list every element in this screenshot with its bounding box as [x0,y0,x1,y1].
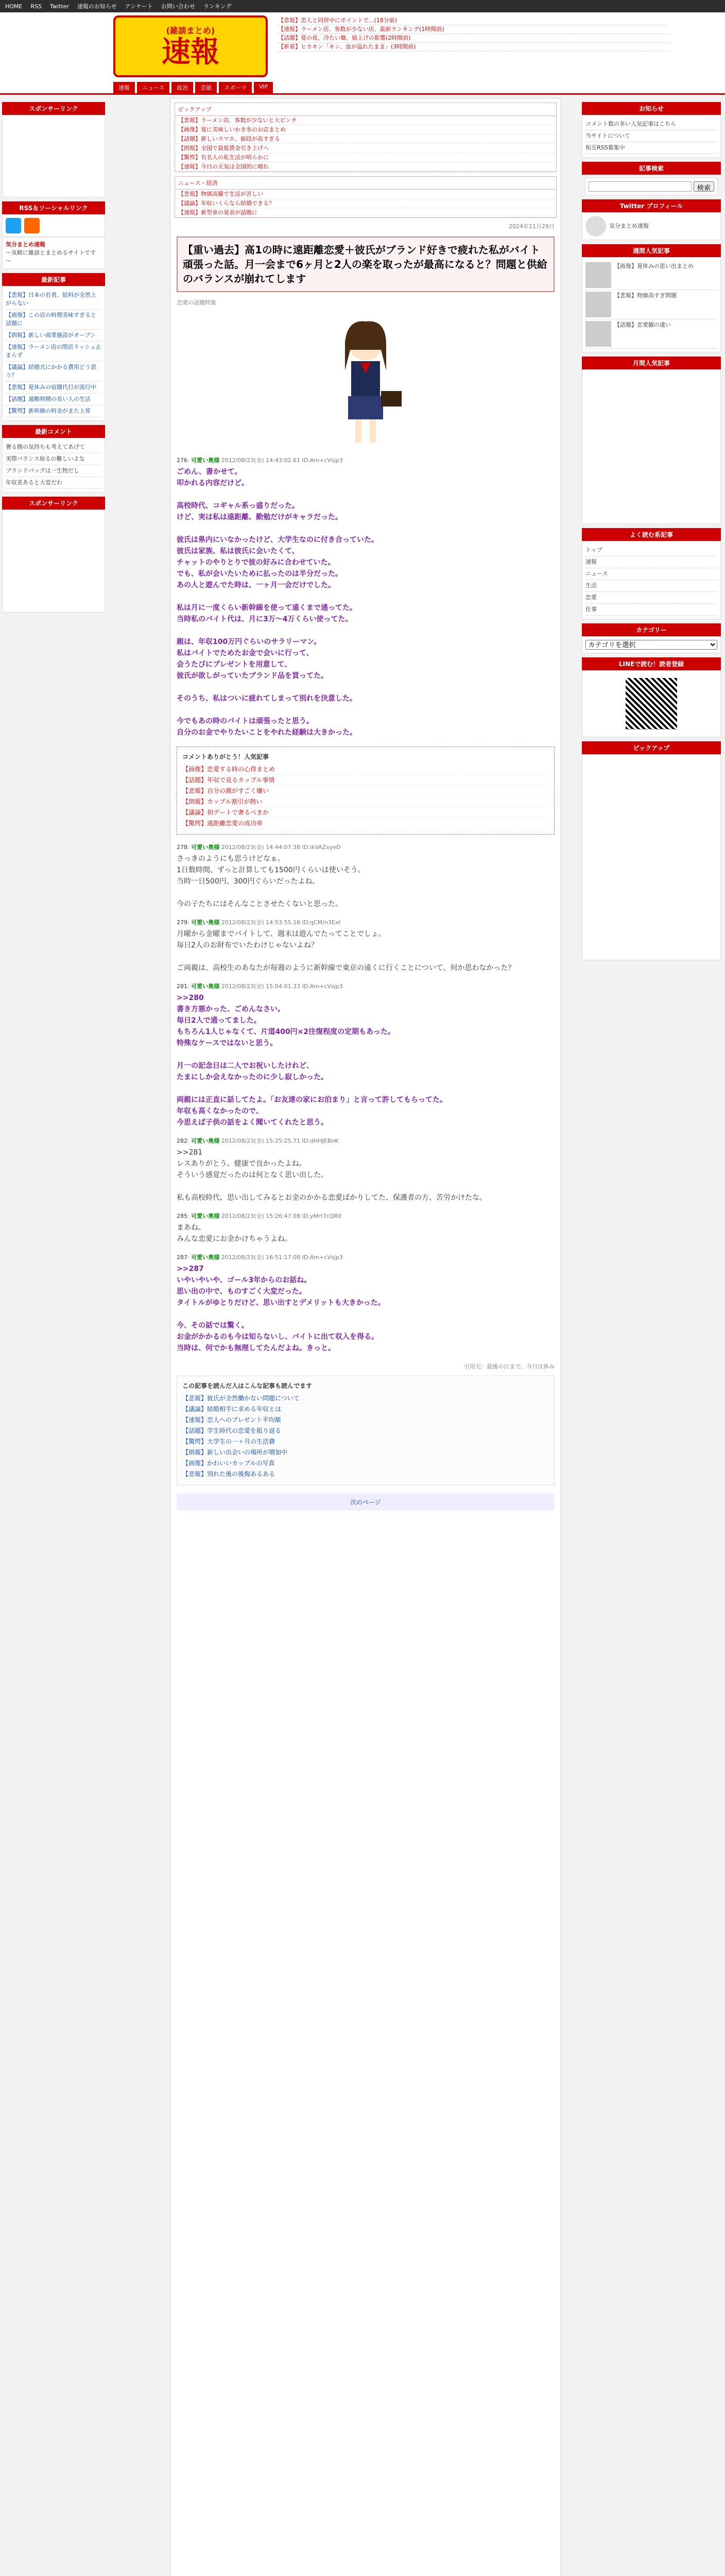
header-news-item[interactable]: 【速報】ラーメン店、客数が少ない店、最新ランキング(1時間前) [278,25,669,34]
top-navigation [0,0,725,12]
post-body: ごめん、書かせて。 叩かれる内容だけど。 高校時代、コギャル系っ盛りだった。 けど、実は私は遠距離、勤勉だけがキャラだった。 彼氏は県内にいなかったけど、大学生なのに付き合っていた。 彼氏は家族、私は彼氏に会いたくて、 チャットのやりとりで彼の好みに合わせていた。 でも、私が会いたいために払ったのは半分だった。 あの人と遊んでた時は、一ヶ月一会だけでした。 私は月に一度くらい新幹線を使って遠くまで通ってた。 当時私のバイト代は、月に3万～4万くらい使ってた。 親は、年収100万円ぐらいのサラリーマン。 私はバイトでためたお金で会いに行って、 会うたびにプレゼントを用意して、 彼氏が欲しがっていたブランド品を買ってた。 そのうち、私はついに疲れてしまって別れを決意した。 今でもあの時のバイトは頑張ったと思う。 自分のお金でやりたいことをやれた経験は大きかった。 [177,468,378,737]
category-tab[interactable]: ニュース [137,82,169,93]
popular-link[interactable]: 【悲報】自分の親がすごく嫌い [182,786,549,796]
link-item[interactable]: 速報 [585,556,717,568]
popular-item[interactable]: 【画像】夏休みの思い出まとめ [585,261,717,290]
topnav-home[interactable]: HOME [5,3,23,10]
antenna-heading: ピックアップ [582,741,721,754]
recent-item[interactable]: 【画像】この店の料理美味すぎると話題に [6,310,101,330]
post-body: 月曜から金曜までバイトして、週末は遊んでたってことでしょ。 毎日2人のお財布でいたわけじゃないよね？ ご両親は、高校生のあなたが毎週のように新幹線で東京の遠くに行くことについて、何か思わなかった？ [177,930,515,972]
search-heading: 記事検索 [582,162,721,175]
ranking-list[interactable] [582,369,721,524]
twitter-name: 気分まとめ速報 [609,223,649,229]
popular-item[interactable]: 【話題】恋愛観の違い [585,319,717,349]
post [177,982,555,1128]
recent-item[interactable]: 【朗報】新しい商業施設がオープン [6,330,101,342]
post-header: 287: 可愛い奥様 2012/08/23(金) 16:51:17.08 ID:Am+cVsjp3 [177,1254,343,1261]
popular-link[interactable]: 【話題】年収で見るカップル事情 [182,775,549,786]
post-body: >>287 いやいやいや、ゴール3年からのお話ね。 思い出の中で、ものすごく大変だった。 タイトルがゆとりだけど、思い出すとデメリットも大きかった。 今、その話では驚く。 お金がかかるのも今は知らないし、バイトに出て収入を得る。 当時は、何でかも無理してたんだよね。きっと。 [177,1265,385,1352]
header-news-list [278,16,669,52]
header-news-item[interactable]: 【話題】夏の夜、冷たい麺、値上げの影響(2時間前) [278,34,669,43]
post-body: >>280 書き方悪かった、ごめんなさい。 毎日2人で通ってました。 もちろん1人じゃなくて、片道400円×2往復程度の定期もあった。 特殊なケースではないと思う。 月一の記念日は二人でお祝いしたけれど、 たまにしか会えなかったのに少し寂しかった。 両親には正直に話してたよ。「お友達の家にお泊まり」と言って許してもらってた。 年収も高くなかったので、 今思えば子供の話をよく聞いてくれたと思う。 [177,994,447,1127]
related-link[interactable]: 【速報】恋人へのプレゼント平均額 [182,1415,549,1426]
related-link[interactable]: 【議論】結婚相手に求める年収とは [182,1404,549,1415]
post [177,1137,555,1204]
site-notice [2,237,105,269]
popular-item[interactable]: 【悲報】物価高すぎ問題 [585,290,717,319]
pickup-title: ピックアップ [175,103,556,116]
logo-title: 速報 [162,35,219,69]
search-box [585,178,718,195]
related-articles [177,1376,555,1485]
recent-item[interactable]: 【議論】結婚式にかかる費用どう思う？ [6,362,101,382]
info-item[interactable]: 当サイトについて [585,130,717,142]
pickup-item[interactable]: 【話題】新しいスマホ、値段が高すぎる [175,134,556,144]
topnav-rss[interactable]: RSS [30,3,42,10]
logo-subtitle: (雑談まとめ) [166,25,215,36]
popular-link[interactable]: 【朗報】カップル割引が熱い [182,796,549,807]
left-comments-list [2,438,105,493]
qr-code[interactable] [626,678,677,730]
rss-heading: RSS＆ソーシャルリンク [2,201,105,214]
next-page-link[interactable]: 次のページ [177,1494,555,1511]
header-category-nav [113,82,273,93]
recent-list [2,286,105,421]
post [177,456,555,738]
header-news-item[interactable]: 【悲報】恋人と同居中にポイントで...(18分前) [278,16,669,25]
thumbnail [585,262,611,288]
comments-box-title: コメントありがとう！人気記事 [182,753,269,760]
post [177,843,555,910]
post-header: 282: 可愛い奥様 2012/08/23(金) 15:25:25.71 ID:dHHJEBnK [177,1138,339,1144]
comment-item[interactable]: 奢る側の気持ちも考えてあげて [6,442,101,453]
category-tab[interactable]: 政治 [171,82,193,93]
post-body: >>281 レスありがとう。健康で良かったよね。 そういう感覚だったのは何となく思い出した。 私も高校時代、思い出してみるとお金のかかる恋愛ばかりしてた、保護者の方、苦労かけたな。 [177,1148,487,1202]
related-link[interactable]: 【朗報】新しい出会いの場所が増加中 [182,1447,549,1458]
topnav-twitter[interactable]: Twitter [49,3,69,10]
twitter-icon[interactable] [6,218,21,233]
related-link[interactable]: 【画像】かわいいカップルの写真 [182,1458,549,1469]
article-title: 【重い過去】高1の時に遠距離恋愛＋彼氏がブランド好きで疲れた私がバイト頑張った話。月一会まで6ヶ月と2人の楽を取ったが最高になると？問題と供給のバランスが崩れてします [177,236,555,292]
popular-link[interactable]: 【画像】恋愛する時の心得まとめ [182,764,549,775]
source-citation[interactable]: 引用元：最後の日まで、今日は休み [464,1363,555,1370]
pickup-box [175,103,557,172]
article-date: 2024年11月29日 [509,223,555,230]
comment-item[interactable]: ブランドバッグは一生物だし [6,465,101,477]
category-tab[interactable]: 芸能 [195,82,217,93]
category-tab[interactable]: スポーツ [219,82,252,93]
social-buttons [2,214,105,237]
comments-heading: 最新コメント [2,425,105,438]
notice-title: 気分まとめ速報 [6,241,45,248]
links-list [582,541,721,619]
info-item[interactable]: コメント数の多い人気記事はこちら [585,118,717,130]
topnav-notice[interactable]: 速報のお知らせ [77,3,117,10]
comment-item[interactable]: 実際バランス取るの難しいよな [6,453,101,465]
news-item[interactable]: 【速報】新型車の発表が話題に [175,208,556,217]
pickup-item[interactable]: 【悲報】ラーメン店、客数が少ないと大ピンチ [175,116,556,125]
sponsor-heading: スポンサーリンク [2,102,105,115]
twitter-heading: Twitter プロフィール [582,199,721,212]
sponsor-ad[interactable] [2,115,105,197]
thumbnail [585,292,611,317]
schoolgirl-illustration [314,314,417,448]
news-item[interactable]: 【悲報】物価高騰で生活が苦しい [175,190,556,199]
info-list [582,115,721,158]
popular-link[interactable]: 【驚愕】遠距離恋愛の成功率 [182,818,549,829]
topnav-contact[interactable]: お問い合わせ [161,3,195,10]
article-category[interactable]: 恋愛の話題特集 [177,299,216,306]
related-title: この記事を読んだ人はこんな記事も読んでます [182,1382,313,1389]
category-tab[interactable]: 速報 [113,82,135,93]
info-item[interactable]: 相互RSS募集中 [585,142,717,154]
popular-heading: 週間人気記事 [582,244,721,257]
thumbnail [585,321,611,347]
popular-list [582,257,721,352]
link-item[interactable]: 生活 [585,580,717,592]
related-link[interactable]: 【驚愕】大学生の一ヶ月の生活費 [182,1436,549,1447]
post-body: まあね。 みんな恋愛にお金かけちゃうよね。 [177,1224,292,1243]
links-heading: よく読む系記事 [582,528,721,541]
main-content [170,98,561,2576]
info-heading: お知らせ [582,102,721,115]
popular-comments-box [177,747,555,835]
antenna-list[interactable] [582,754,721,960]
line-heading: LINEで読む！読者登録 [582,657,721,670]
recent-item[interactable]: 【悲報】日本の若者、給料が全然上がらない [6,290,101,310]
related-link[interactable]: 【話題】学生時代の恋愛を振り返る [182,1426,549,1436]
related-link[interactable]: 【悲報】別れた後の後悔あるある [182,1469,549,1480]
post-body: さっきのようにも思うけどなぁ。 1日数時間、ずっと計算しても1500円くらいは使いそう。 当時一日500円、300円ぐらいだったよね。 今の子たちにはそんなことさせたくないと思った。 [177,855,365,908]
post [177,918,555,974]
recent-item[interactable]: 【話題】通勤時間の長い人の生活 [6,394,101,405]
line-box [582,670,721,737]
post-header: 279: 可愛い奥様 2012/08/23(金) 14:53:55.16 ID:qCM/n3Ext [177,919,341,926]
twitter-profile[interactable] [582,212,721,240]
header-news-item[interactable]: 【新着】ヒカキン「キン、血が溢れたまま」(3時間前) [278,43,669,52]
search-button[interactable]: 検索 [694,181,714,192]
popular-link[interactable]: 【議論】初デートで奢るべきか [182,807,549,818]
pickup-item[interactable]: 【驚愕】有名人の私生活が明らかに [175,153,556,162]
right-sidebar [582,98,721,960]
post-header: 278: 可愛い奥様 2012/08/23(金) 14:44:07.38 ID:ikVAZxyeD [177,844,341,851]
link-item[interactable]: 恋愛 [585,592,717,604]
pickup-item[interactable]: 【速報】今日の天気は全国的に晴れ [175,162,556,172]
link-item[interactable]: ニュース [585,568,717,580]
news-box [175,176,557,218]
post [177,1212,555,1245]
site-logo[interactable] [113,15,268,77]
comment-item[interactable]: 年収差あると大変だわ [6,477,101,489]
left-sidebar [2,98,105,613]
news-title: ニュース・経済 [175,177,556,190]
link-item[interactable]: トップ [585,545,717,556]
rss-icon[interactable] [24,218,40,233]
topnav-ranking[interactable]: ランキング [203,3,232,10]
category-select[interactable] [585,640,717,650]
recent-item[interactable]: 【速報】ラーメン店の閉店ラッシュ止まらず [6,342,101,362]
site-header [0,12,725,95]
news-item[interactable]: 【議論】年収いくらなら結婚できる？ [175,199,556,208]
sponsor-heading-2: スポンサーリンク [2,497,105,510]
link-item[interactable]: 仕事 [585,604,717,616]
topnav-survey[interactable]: アンケート [125,3,153,10]
category-box [582,636,721,653]
ranking-heading: 月間人気記事 [582,357,721,369]
related-link[interactable]: 【悲報】彼氏が全然働かない問題について [182,1393,549,1404]
avatar [585,216,606,236]
search-input[interactable] [589,181,692,192]
post-header: 276: 可愛い奥様 2012/08/23(金) 14:43:02.61 ID:Am+cVsjp3 [177,457,343,464]
recent-item[interactable]: 【悲報】夏休みの宿題代行が流行中 [6,382,101,394]
pickup-item[interactable]: 【画像】夏に美味しいかき氷のお店まとめ [175,125,556,134]
category-tab[interactable]: VIP [254,82,273,93]
post-header: 285: 可愛い奥様 2012/08/23(金) 15:26:47.08 ID:yMrt7cQR0 [177,1213,342,1219]
post [177,1253,555,1354]
notice-text: ～気軽に雑談とまとめるサイトです～ [6,249,96,264]
pickup-item[interactable]: 【朗報】全国で最低賃金引き上げへ [175,144,556,153]
recent-heading: 最新記事 [2,273,105,286]
sponsor-ad-2[interactable] [2,510,105,613]
post-header: 281: 可愛い奥様 2012/08/23(金) 15:04:01.33 ID:Am+cVsjp3 [177,983,343,990]
recent-item[interactable]: 【驚愕】新幹線の料金がまた上昇 [6,405,101,417]
category-heading: カテゴリー [582,623,721,636]
